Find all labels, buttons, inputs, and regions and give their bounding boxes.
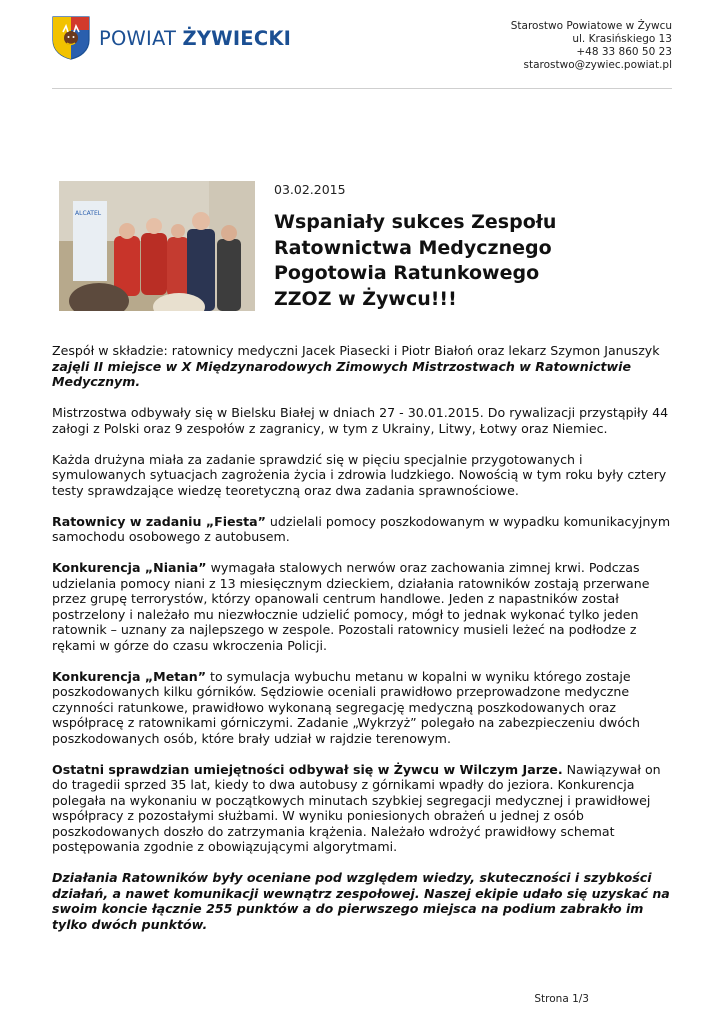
article-date: 03.02.2015 (274, 182, 346, 197)
paragraph-tasks: Każda drużyna miała za zadanie sprawdzić się w pięciu specjalnie przygotowanych i symulowanych sytuacjach zagrożenia życia i zdrowia ludzkiego. Nowością w tym roku były cztery testy sprawdzające wiedzę teoretyczną oraz dwa zadania sprawnościowe. (52, 451, 667, 498)
article-title (274, 210, 634, 312)
logo-text-light: POWIAT (99, 26, 183, 50)
contact-phone: +48 33 860 50 23 (576, 46, 672, 58)
paragraph-team (52, 343, 677, 390)
title-line: Pogotowia Ratunkowego (274, 262, 540, 284)
coat-of-arms-icon (52, 16, 90, 60)
title-line: Ratownictwa Medycznego (274, 236, 552, 259)
contact-office: Starostwo Powiatowe w Żywcu (510, 20, 672, 32)
paragraph-lead: Konkurencja „Metan” (52, 668, 206, 684)
article-photo (59, 181, 255, 311)
title-line: ZZOZ w Żywcu!!! (274, 287, 457, 310)
logo-text-bold: ŻYWIECKI (182, 26, 292, 50)
paragraph-lead: Ratownicy w zadaniu „Fiesta” (52, 513, 266, 529)
paragraph-summary: Działania Ratowników były oceniane pod względem wiedzy, skuteczności i szybkości działań, a nawet komunikacji wewnątrz zespołowej. Naszej ekipie udało się uzyskać na swoim koncie łącznie 255 punktów a do pierwszego miejsca na podium zabrakło im tylko dwóch punktów. (52, 870, 670, 932)
article-body (52, 343, 677, 948)
paragraph-text: Nawiązywał on do tragedii sprzed 35 lat, kiedy to dwa autobusy z górnikami wpadły do jeziora. Konkurencja polegała na wykonaniu w początkowych minutach szybkiej segregacji medycznej i prawidłowej współpracy z pozostałymi służbami. W wyniku poniesionych obrażeń u jednej z osób poszkodowanych doszło do zatrzymania krążenia. Należało wdrożyć prawidłowy schemat postępowania zgodnie z obowiązującymi algorytmami. (52, 761, 661, 854)
header-divider (52, 88, 672, 89)
award-ceremony-image (59, 181, 255, 311)
paragraph-championship: Mistrzostwa odbywały się w Bielsku Białej w dniach 27 - 30.01.2015. Do rywalizacji przystąpiły 44 załogi z Polski oraz 9 zespołów z zagranicy, w tym z Ukrainy, Litwy, Łotwy oraz Niemiec. (52, 405, 669, 436)
powiat-logo[interactable] (52, 16, 291, 60)
paragraph-text: udzielali pomocy poszkodowanym w wypadku komunikacyjnym samochodu osobowego z autobusem. (52, 513, 671, 544)
paragraph-lead: Konkurencja „Niania” (52, 560, 207, 575)
page-header (52, 16, 672, 76)
paragraph-text: wymagała stalowych nerwów oraz zachowania zimnej krwi. Podczas udzielania pomocy niani z 13 miesięcznym dzieckiem, działania ratowników zostają przerwane przez grupę terrorystów, którzy opanowali centrum handlowe. Jeden z napastników został postrzelony i należało mu niezwłocznie udzielić pomocy, mógł to jednak wykonać tylko jeden ratownik – uznany za najlepszego w zespole. Pozostali ratownicy musieli leżeć na podłodze z rękami w górze do czasu wkroczenia Policji. (52, 560, 650, 653)
paragraph-emphasis: zajęli II miejsce w X Międzynarodowych Zimowych Mistrzostwach w Ratownictwie Medycznym. (52, 358, 632, 389)
page-number: Strona 1/3 (534, 993, 589, 1005)
logo-text (99, 27, 291, 50)
photo-banner-text: ALCATEL (75, 210, 102, 217)
contact-email[interactable]: starostwo@zywiec.powiat.pl (523, 59, 672, 71)
paragraph-wilczy-jar (52, 762, 677, 855)
contact-street: ul. Krasińskiego 13 (572, 33, 672, 45)
title-line: Wspaniały sukces Zespołu (274, 211, 557, 233)
paragraph-fiesta (52, 514, 677, 545)
paragraph-metan (52, 669, 677, 747)
paragraph-lead: Ostatni sprawdzian umiejętności odbywał się w Żywcu w Wilczym Jarze. (52, 761, 563, 777)
contact-info (511, 20, 672, 72)
paragraph-niania (52, 560, 677, 653)
paragraph-text: Zespół w składzie: ratownicy medyczni Jacek Piasecki i Piotr Białoń oraz lekarz Szymon Januszyk (52, 343, 660, 358)
paragraph-text: to symulacja wybuchu metanu w kopalni w wyniku którego zostaje poszkodowanych kilku górników. Sędziowie oceniali prawidłowo przeprowadzone medyczne czynności ratunkowe, prawidłowo wykonaną segregację medyczną poszkodowanych oraz współpracę z ratownikami górniczymi. Zadanie „Wykrzyż” polegało na zabezpieczeniu dwóch poszkodowanych osób, które brały udział w rajdzie terenowym. (52, 668, 640, 746)
